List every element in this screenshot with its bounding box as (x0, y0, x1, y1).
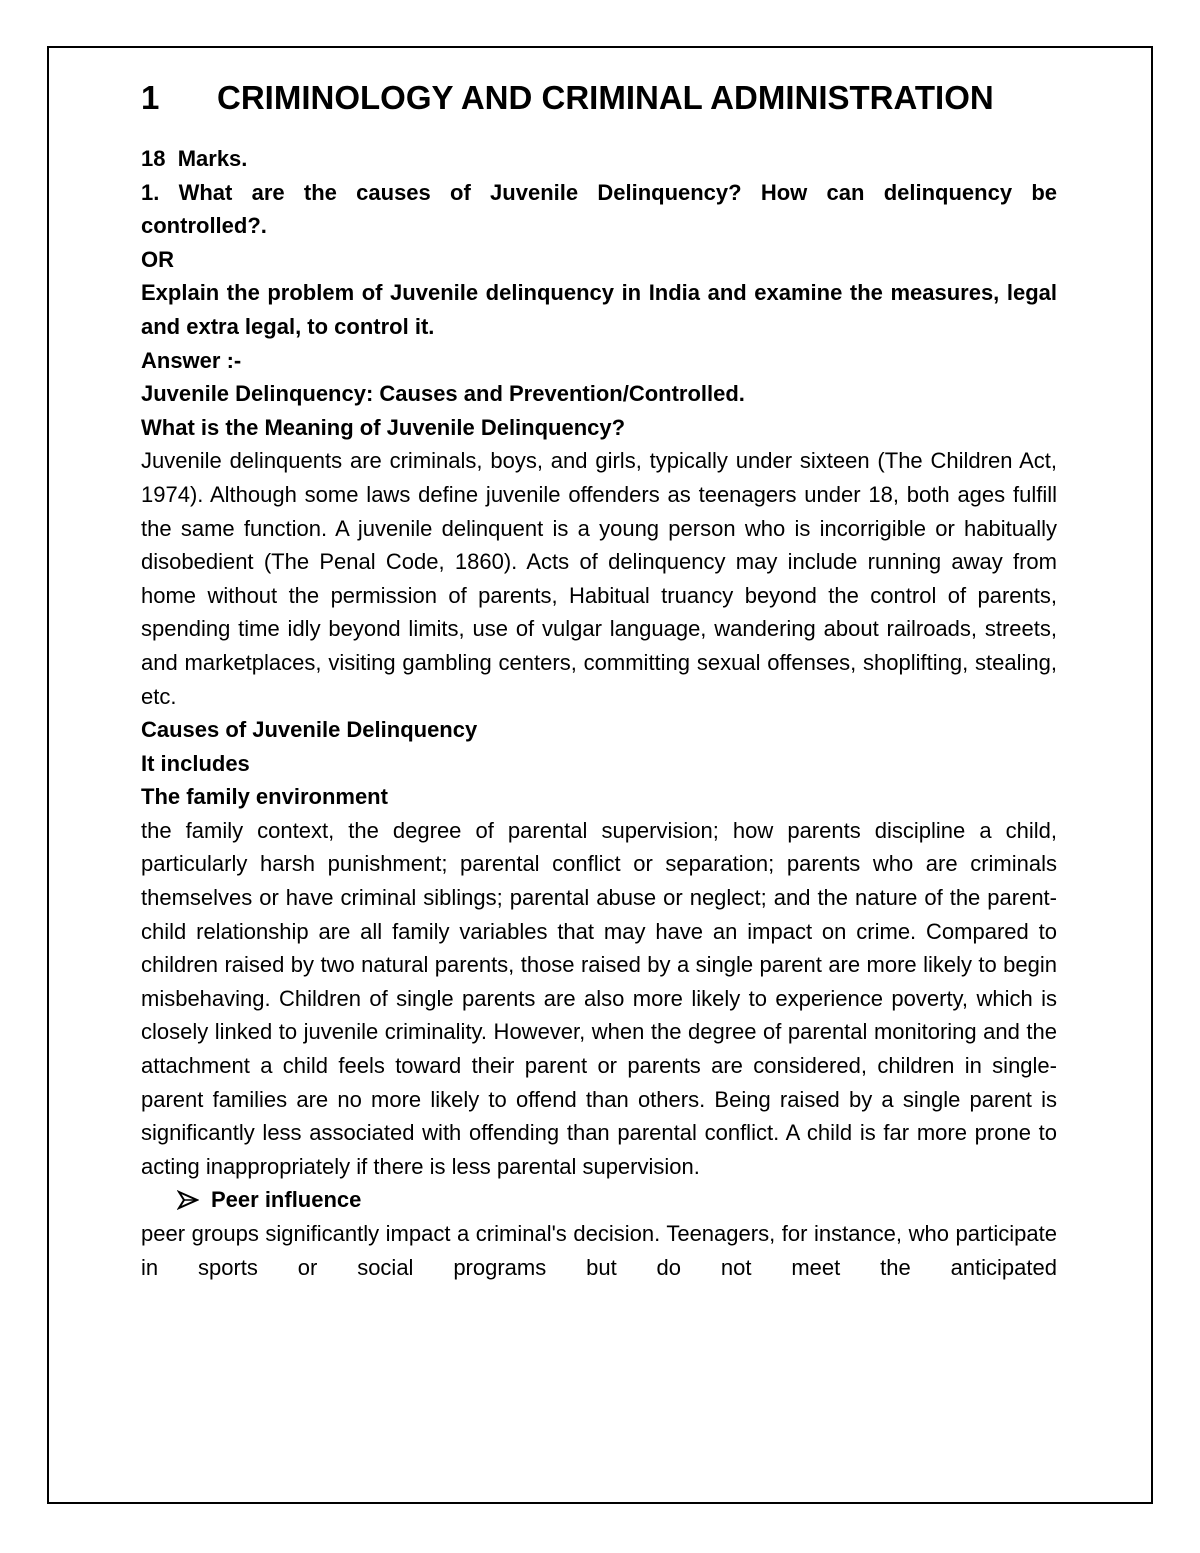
chapter-title: CRIMINOLOGY AND CRIMINAL ADMINISTRATION (217, 79, 994, 116)
heading-meaning: What is the Meaning of Juvenile Delinquency? (141, 414, 626, 440)
document-body (141, 76, 1064, 1284)
or-separator: OR (141, 246, 174, 272)
bullet-label: Peer influence (211, 1187, 362, 1213)
heading-causes-prevention: Juvenile Delinquency: Causes and Prevention/Controlled. (141, 381, 745, 407)
heading-includes: It includes (141, 750, 250, 776)
heading-causes: Causes of Juvenile Delinquency (141, 717, 478, 743)
paragraph-peer: peer groups significantly impact a criminal's decision. Teenagers, for instance, who participate in sports or social programs but do not meet the anticipated (141, 1221, 1057, 1280)
heading-family-environment: The family environment (141, 784, 388, 810)
paragraph-meaning: Juvenile delinquents are criminals, boys, and girls, typically under sixteen (The Children Act, 1974). Although some laws define juvenile offenders as teenagers under 18, both ages fulfill the same function. A juvenile delinquent is a young person who is incorrigible or habitually disobedient (The Penal Code, 1860). Acts of delinquency may include running away from home without the permission of parents, Habitual truancy beyond the control of parents, spending time idly beyond limits, use of vulgar language, wandering about railroads, streets, and marketplaces, visiting gambling centers, committing sexual offenses, shoplifting, stealing, etc. (141, 448, 1057, 709)
arrow-bullet-icon (177, 1190, 211, 1210)
paragraph-family: the family context, the degree of parental supervision; how parents discipline a child, particularly harsh punishment; parental conflict or separation; parents who are criminals themselves or have criminal siblings; parental abuse or neglect; and the nature of the parent-child relationship are all family variables that may have an impact on crime. Compared to children raised by two natural parents, those raised by a single parent are more likely to begin misbehaving. Children of single parents are also more likely to experience poverty, which is closely linked to juvenile criminality. However, when the degree of parental monitoring and the attachment a child feels toward their parent or parents are considered, children in single-parent families are no more likely to offend than others. Being raised by a single parent is significantly less associated with offending than parental conflict. A child is far more prone to acting inappropriately if there is less parental supervision. (141, 817, 1057, 1179)
question-text: 1. What are the causes of Juvenile Delinquency? How can delinquency be controlled?. (141, 179, 1064, 239)
marks-label: 18 Marks. (141, 146, 248, 171)
alternate-question: Explain the problem of Juvenile delinquency in India and examine the measures, legal and extra legal, to control it. (141, 280, 1057, 339)
answer-label: Answer :- (141, 347, 242, 373)
page-title (141, 76, 1057, 120)
chapter-number: 1 (141, 79, 160, 116)
bullet-peer-influence (141, 1183, 1057, 1217)
